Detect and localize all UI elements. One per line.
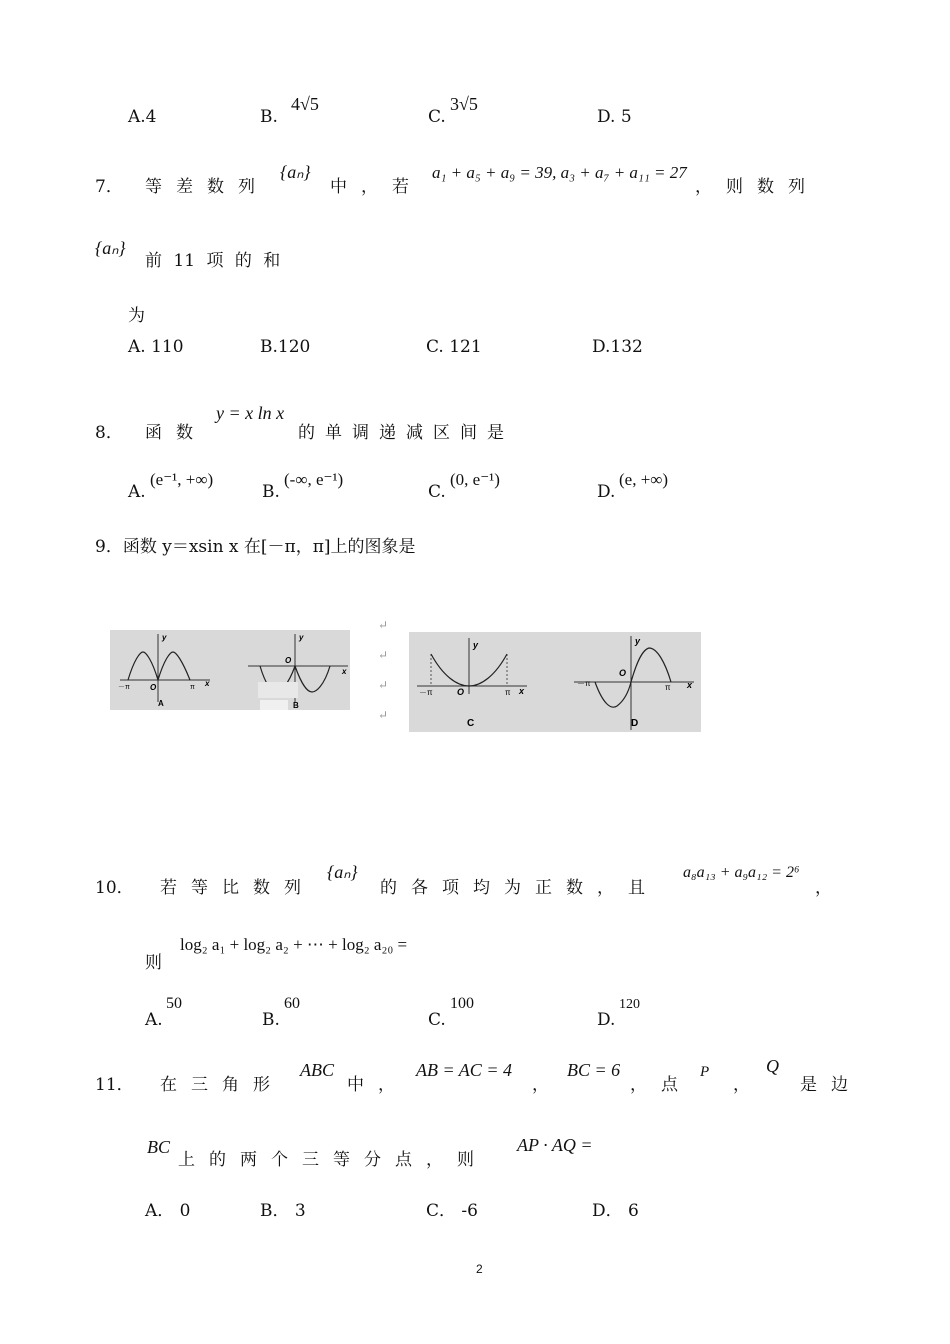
graph-a-label: A bbox=[158, 699, 164, 708]
q7-line2: 前 11 项 的 和 bbox=[145, 251, 281, 271]
graph-c-origin: O bbox=[457, 687, 465, 697]
graph-c-neg-pi: －π bbox=[419, 688, 433, 697]
q11-side-bc: BC bbox=[147, 1137, 171, 1157]
q9-graphs-ab bbox=[110, 630, 350, 710]
q8-stem: 函数 bbox=[145, 423, 207, 443]
graph-a-origin: O bbox=[150, 683, 157, 692]
q6-option-d: D. 5 bbox=[597, 107, 632, 127]
graph-b-y-label: y bbox=[299, 633, 304, 642]
q11-number: 11． bbox=[95, 1075, 134, 1095]
graph-d-curve bbox=[595, 648, 671, 707]
q10-number: 10． bbox=[95, 878, 134, 898]
q8-option-a-value: (e⁻¹, +∞) bbox=[150, 470, 214, 489]
q10-line2-prefix: 则 bbox=[145, 953, 162, 973]
graph-b-label: B bbox=[293, 701, 299, 710]
q7-option-c: C. 121 bbox=[426, 337, 482, 357]
q10-option-a-label: A. bbox=[145, 1010, 163, 1030]
graph-d-y-label: y bbox=[635, 636, 641, 646]
graph-c-y-label: y bbox=[473, 640, 479, 650]
graph-a-neg-pi: －π bbox=[118, 684, 130, 691]
q7-stem-mid: 中，若 bbox=[330, 177, 423, 197]
q11-stem-point: ，点 bbox=[630, 1075, 692, 1095]
graph-a-y-label: y bbox=[162, 633, 167, 642]
return-mark-2: ↵ bbox=[378, 648, 389, 662]
graph-a-x-label: x bbox=[205, 679, 210, 688]
q9-graph-panel-cd bbox=[409, 632, 701, 732]
q8-option-b-value: (-∞, e⁻¹) bbox=[284, 470, 344, 489]
graph-b-origin: O bbox=[285, 656, 292, 665]
q10-option-b-label: B. bbox=[262, 1010, 280, 1030]
graph-d-origin: O bbox=[619, 668, 627, 678]
q9-graph-panel-ab bbox=[110, 630, 350, 710]
q11-stem-mid: 中， bbox=[347, 1075, 409, 1095]
q8-option-c-value: (0, e⁻¹) bbox=[450, 470, 500, 489]
q10-option-d-value: 120 bbox=[619, 997, 640, 1012]
return-mark-4: ↵ bbox=[378, 708, 389, 722]
q8-option-c-label: C. bbox=[428, 482, 446, 502]
q10-condition: a₈a₁₃ + a₉a₁₂ = 2⁶ bbox=[683, 864, 800, 881]
q6-option-b-label: B. bbox=[260, 107, 278, 127]
q8-stem-2: 的单调递减区间是 bbox=[298, 423, 514, 443]
graph-d-label: D bbox=[631, 718, 639, 729]
q6-option-b-value: 4√5 bbox=[291, 94, 319, 114]
q8-option-b-label: B. bbox=[262, 482, 280, 502]
q11-stem: 在三角形 bbox=[160, 1075, 284, 1095]
graph-a-curve bbox=[128, 652, 190, 680]
graph-a-pi: π bbox=[190, 684, 195, 691]
graph-d-pi: π bbox=[665, 683, 671, 692]
q7-option-d: D.132 bbox=[592, 337, 643, 357]
q11-option-b: B． 3 bbox=[260, 1201, 306, 1221]
q10-option-c-value: 100 bbox=[450, 995, 474, 1012]
q11-stem-tail: 是边 bbox=[800, 1075, 862, 1095]
q7-number: 7． bbox=[95, 177, 123, 197]
return-mark-1: ↵ bbox=[378, 618, 389, 632]
q11-comma-1: ， bbox=[532, 1075, 549, 1095]
graph-b-smudge bbox=[258, 682, 298, 698]
q10-stem: 若等比数列 bbox=[160, 878, 315, 898]
q10-expression: log₂ a₁ + log₂ a₂ + ⋯ + log₂ a₂₀ = bbox=[180, 935, 408, 954]
q6-option-c-label: C. bbox=[428, 107, 446, 127]
graph-b-smudge-2 bbox=[260, 700, 288, 710]
graph-c-x-label: x bbox=[519, 686, 525, 696]
q11-option-a: A． 0 bbox=[145, 1201, 191, 1221]
q11-condition-1: AB = AC = 4 bbox=[416, 1060, 512, 1080]
q8-option-a-label: A. bbox=[128, 482, 146, 502]
q10-stem-2: 的各项均为正数，且 bbox=[380, 878, 659, 898]
q7-condition: a₁ + a₅ + a₉ = 39, a₃ + a₇ + a₁₁ = 27 bbox=[432, 163, 687, 182]
q10-option-c-label: C. bbox=[428, 1010, 446, 1030]
q8-number: 8． bbox=[95, 423, 123, 443]
q6-option-a: A.4 bbox=[128, 107, 157, 127]
return-mark-3: ↵ bbox=[378, 678, 389, 692]
q11-line2: 上的两个三等分点，则 bbox=[178, 1150, 488, 1170]
q7-line3: 为 bbox=[128, 306, 145, 326]
graph-b-x-label: x bbox=[342, 667, 347, 676]
q7-stem-tail: ，则数列 bbox=[695, 177, 819, 197]
q10-option-a-value: 50 bbox=[166, 995, 182, 1012]
q11-expression: AP · AQ = bbox=[517, 1135, 593, 1155]
q7-sequence: {aₙ} bbox=[280, 162, 311, 182]
q11-point-q: Q bbox=[766, 1056, 779, 1076]
q11-point-p: P bbox=[700, 1064, 710, 1080]
q7-stem: 等差数列 bbox=[145, 177, 269, 197]
q10-sequence: {aₙ} bbox=[327, 862, 358, 882]
q11-option-c: C． -6 bbox=[426, 1201, 478, 1221]
graph-c-pi: π bbox=[505, 688, 511, 697]
q9-graphs-cd bbox=[409, 632, 701, 732]
q10-comma: ， bbox=[815, 878, 832, 898]
q11-condition-2: BC = 6 bbox=[567, 1060, 621, 1080]
graph-d-x-label: x bbox=[687, 680, 693, 690]
q11-comma-3: ， bbox=[733, 1075, 750, 1095]
q8-option-d-value: (e, +∞) bbox=[619, 470, 669, 489]
q8-option-d-label: D. bbox=[597, 482, 616, 502]
page-number: 2 bbox=[476, 1262, 483, 1276]
q10-option-d-label: D. bbox=[597, 1010, 616, 1030]
q9-stem: 9．函数 y＝xsin x 在[－π，π]上的图象是 bbox=[95, 537, 416, 557]
q7-option-a: A. 110 bbox=[128, 337, 184, 357]
q8-function: y = x ln x bbox=[216, 403, 285, 423]
q7-option-b: B.120 bbox=[260, 337, 311, 357]
q6-option-c-value: 3√5 bbox=[450, 94, 478, 114]
graph-c-label: C bbox=[467, 718, 475, 729]
q11-triangle: ABC bbox=[300, 1060, 334, 1080]
graph-d-neg-pi: －π bbox=[577, 679, 591, 688]
q7-sequence-2: {aₙ} bbox=[95, 238, 126, 258]
q10-option-b-value: 60 bbox=[284, 995, 300, 1012]
q11-option-d: D． 6 bbox=[592, 1201, 639, 1221]
